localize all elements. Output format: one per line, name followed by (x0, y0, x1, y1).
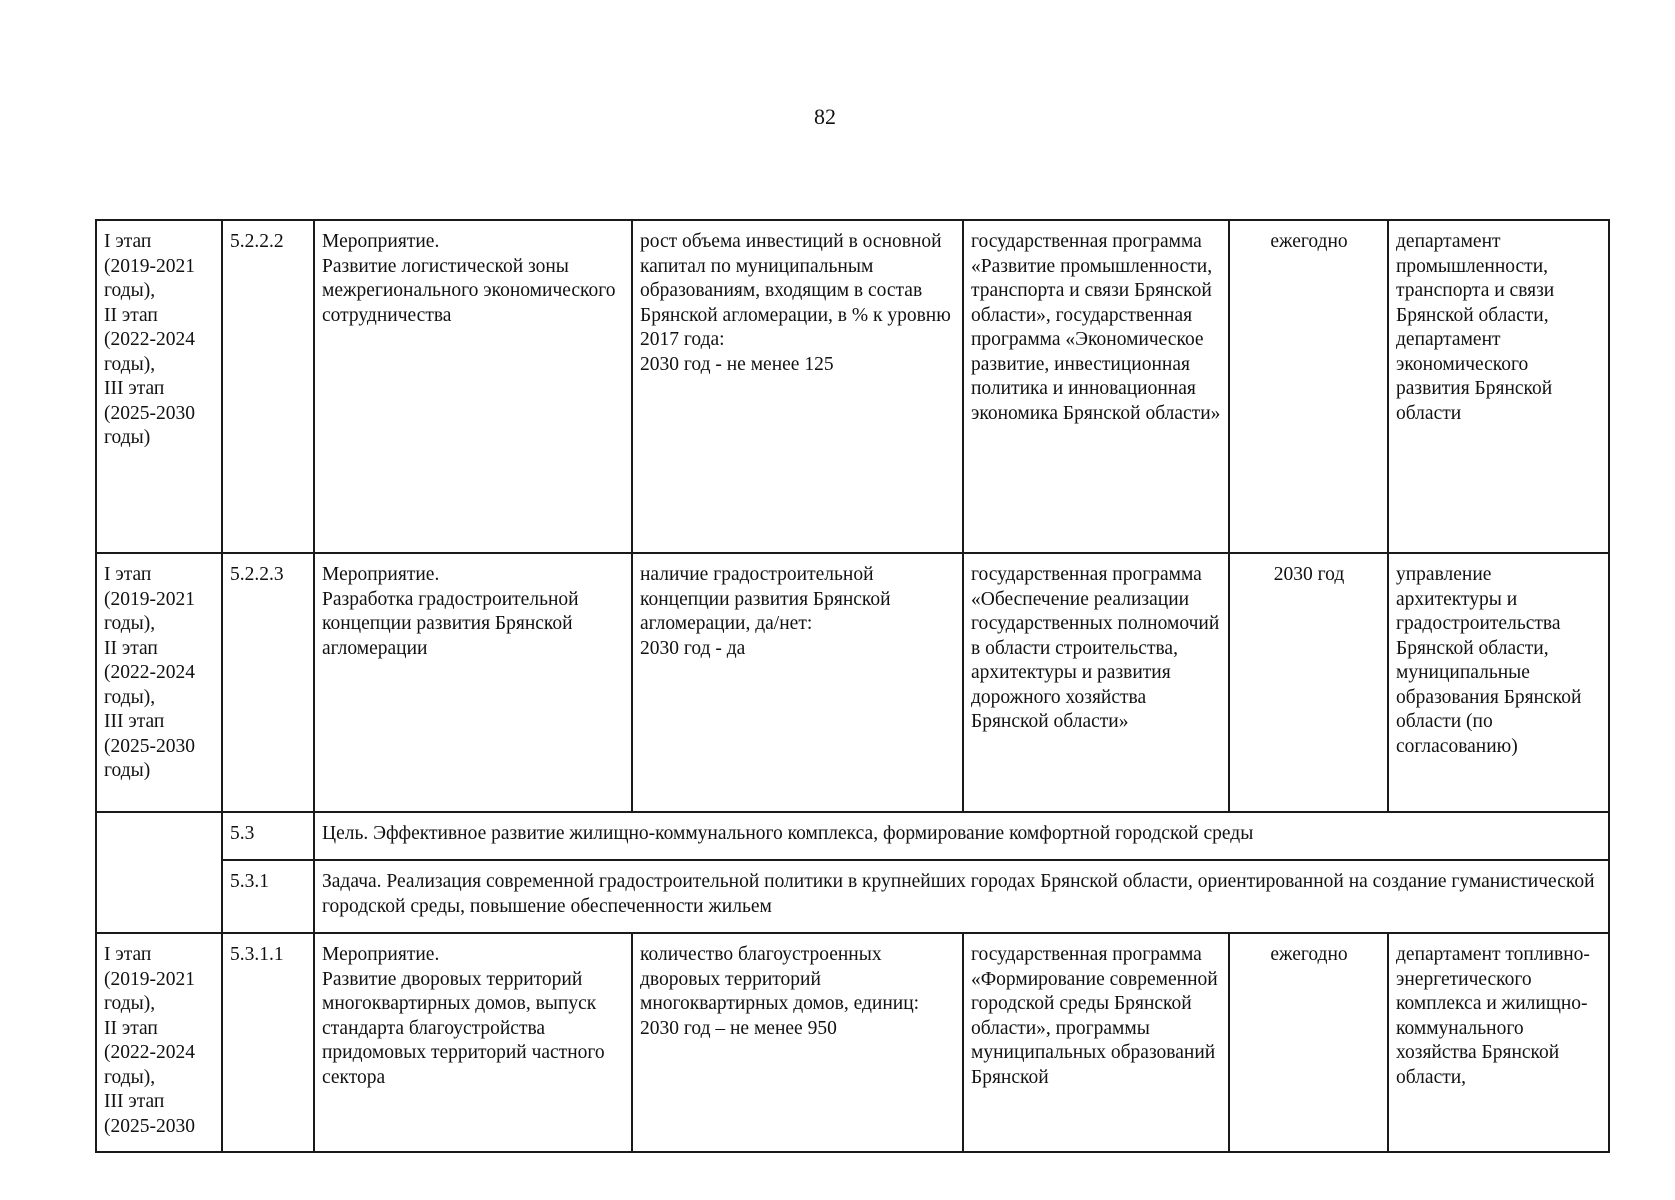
code-cell: 5.2.2.2 (222, 220, 314, 553)
program-cell: государственная программа «Развитие промышленности, транспорта и связи Брянской области», государственная программа «Экономическое развитие, инвестиционная политика и инновационная экономика Брянской области» (963, 220, 1229, 553)
code-cell: 5.3.1 (222, 860, 314, 933)
responsible-cell: департамент промышленности, транспорта и связи Брянской области, департамент экономического развития Брянской области (1388, 220, 1609, 553)
period-cell: I этап (2019-2021 годы), II этап (2022-2024 годы), III этап (2025-2030 годы) (96, 553, 222, 812)
table-row-goal (96, 812, 1609, 860)
responsible-cell: управление архитектуры и градостроительства Брянской области, муниципальные образования Брянской области (по согласованию) (1388, 553, 1609, 812)
indicator-cell: рост объема инвестиций в основной капитал по муниципальным образованиям, входящим в состав Брянской агломерации, в % к уровню 2017 года: 2030 год - не менее 125 (632, 220, 963, 553)
measure-cell: Мероприятие. Развитие логистической зоны межрегионального экономического сотрудничества (314, 220, 632, 553)
period-cell: I этап (2019-2021 годы), II этап (2022-2024 годы), III этап (2025-2030 (96, 933, 222, 1152)
indicator-cell: количество благоустроенных дворовых территорий многоквартирных домов, единиц: 2030 год – не менее 950 (632, 933, 963, 1152)
page-number: 82 (814, 104, 836, 129)
code-cell: 5.3 (222, 812, 314, 860)
table-row (96, 933, 1609, 1152)
period-cell: I этап (2019-2021 годы), II этап (2022-2024 годы), III этап (2025-2030 годы) (96, 220, 222, 553)
timing-cell: 2030 год (1229, 553, 1388, 812)
indicator-cell: наличие градостроительной концепции развития Брянской агломерации, да/нет: 2030 год - да (632, 553, 963, 812)
program-cell: государственная программа «Формирование современной городской среды Брянской области», программы муниципальных образований Брянской (963, 933, 1229, 1152)
timing-cell: ежегодно (1229, 220, 1388, 553)
table-row-task (96, 860, 1609, 933)
activities-table (95, 219, 1610, 1153)
table-row (96, 220, 1609, 553)
measure-cell: Мероприятие. Разработка градостроительной концепции развития Брянской агломерации (314, 553, 632, 812)
code-cell: 5.3.1.1 (222, 933, 314, 1152)
code-cell: 5.2.2.3 (222, 553, 314, 812)
program-cell: государственная программа «Обеспечение реализации государственных полномочий в области строительства, архитектуры и развития дорожного хозяйства Брянской области» (963, 553, 1229, 812)
empty-period-cell (96, 812, 222, 933)
timing-cell: ежегодно (1229, 933, 1388, 1152)
task-cell: Задача. Реализация современной градостроительной политики в крупнейших городах Брянской области, ориентированной на создание гуманистической городской среды, повышение обеспеченности жильем (314, 860, 1609, 933)
measure-cell: Мероприятие. Развитие дворовых территорий многоквартирных домов, выпуск стандарта благоустройства придомовых территорий частного сектора (314, 933, 632, 1152)
table-row (96, 553, 1609, 812)
goal-cell: Цель. Эффективное развитие жилищно-коммунального комплекса, формирование комфортной городской среды (314, 812, 1609, 860)
responsible-cell: департамент топливно-энергетического комплекса и жилищно-коммунального хозяйства Брянской области, (1388, 933, 1609, 1152)
